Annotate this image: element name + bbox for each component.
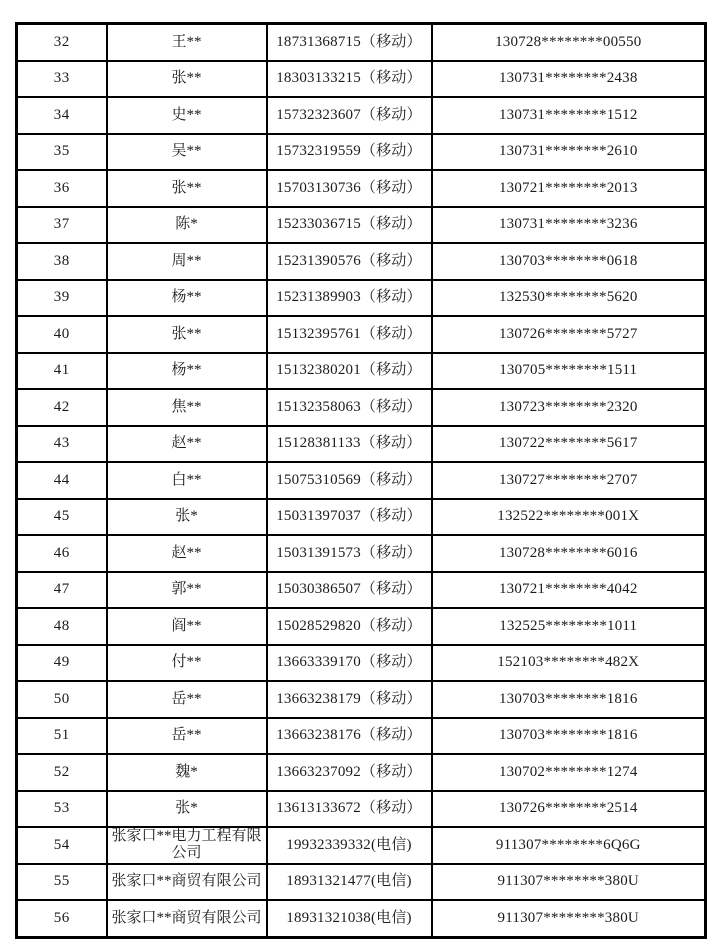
table-row [17, 243, 706, 280]
name-cell: 周** [107, 243, 267, 280]
id-number-cell: 130703********1816 [432, 681, 706, 718]
row-number-cell: 34 [17, 97, 107, 134]
id-number-cell: 130727********2707 [432, 462, 706, 499]
id-number-cell: 130721********2013 [432, 170, 706, 207]
phone-cell: 15031397037（移动） [267, 499, 432, 536]
table-row [17, 681, 706, 718]
name-cell: 杨** [107, 280, 267, 317]
masked-persons-table [15, 22, 707, 939]
name-cell: 岳** [107, 718, 267, 755]
name-cell: 张家口**商贸有限公司 [107, 864, 267, 901]
id-number-cell: 130731********2610 [432, 134, 706, 171]
name-cell: 赵** [107, 535, 267, 572]
name-cell: 张* [107, 499, 267, 536]
phone-cell: 15132380201（移动） [267, 353, 432, 390]
name-cell: 史** [107, 97, 267, 134]
name-cell: 吴** [107, 134, 267, 171]
id-number-cell: 130702********1274 [432, 754, 706, 791]
row-number-cell: 46 [17, 535, 107, 572]
table-row [17, 535, 706, 572]
id-number-cell: 132530********5620 [432, 280, 706, 317]
row-number-cell: 47 [17, 572, 107, 609]
table-row [17, 353, 706, 390]
row-number-cell: 39 [17, 280, 107, 317]
phone-cell: 15732319559（移动） [267, 134, 432, 171]
name-cell: 张家口**电力工程有限公司 [107, 827, 267, 864]
id-number-cell: 130721********4042 [432, 572, 706, 609]
phone-cell: 15030386507（移动） [267, 572, 432, 609]
phone-cell: 15075310569（移动） [267, 462, 432, 499]
phone-cell: 13663339170（移动） [267, 645, 432, 682]
name-cell: 张家口**商贸有限公司 [107, 900, 267, 937]
name-cell: 岳** [107, 681, 267, 718]
id-number-cell: 132525********1011 [432, 608, 706, 645]
name-cell: 付** [107, 645, 267, 682]
name-cell: 白** [107, 462, 267, 499]
id-number-cell: 130703********0618 [432, 243, 706, 280]
table-row [17, 134, 706, 171]
phone-cell: 13663237092（移动） [267, 754, 432, 791]
id-number-cell: 130726********5727 [432, 316, 706, 353]
table-row [17, 61, 706, 98]
table-row [17, 864, 706, 901]
phone-cell: 13613133672（移动） [267, 791, 432, 828]
table-row [17, 389, 706, 426]
phone-cell: 15703130736（移动） [267, 170, 432, 207]
name-cell: 阎** [107, 608, 267, 645]
id-number-cell: 130723********2320 [432, 389, 706, 426]
row-number-cell: 49 [17, 645, 107, 682]
row-number-cell: 41 [17, 353, 107, 390]
phone-cell: 15132358063（移动） [267, 389, 432, 426]
table-row [17, 572, 706, 609]
name-cell: 魏* [107, 754, 267, 791]
id-number-cell: 911307********380U [432, 900, 706, 937]
table-row [17, 608, 706, 645]
table-row [17, 791, 706, 828]
phone-cell: 18731368715（移动） [267, 24, 432, 61]
row-number-cell: 37 [17, 207, 107, 244]
row-number-cell: 48 [17, 608, 107, 645]
name-cell: 王** [107, 24, 267, 61]
phone-cell: 15233036715（移动） [267, 207, 432, 244]
id-number-cell: 130722********5617 [432, 426, 706, 463]
name-cell: 杨** [107, 353, 267, 390]
id-number-cell: 130728********00550 [432, 24, 706, 61]
row-number-cell: 42 [17, 389, 107, 426]
row-number-cell: 56 [17, 900, 107, 937]
row-number-cell: 36 [17, 170, 107, 207]
id-number-cell: 911307********380U [432, 864, 706, 901]
row-number-cell: 35 [17, 134, 107, 171]
id-number-cell: 130731********1512 [432, 97, 706, 134]
id-number-cell: 152103********482X [432, 645, 706, 682]
row-number-cell: 40 [17, 316, 107, 353]
row-number-cell: 38 [17, 243, 107, 280]
table-row [17, 754, 706, 791]
table-row [17, 280, 706, 317]
id-number-cell: 130705********1511 [432, 353, 706, 390]
id-number-cell: 130731********3236 [432, 207, 706, 244]
table-row [17, 718, 706, 755]
phone-cell: 15132395761（移动） [267, 316, 432, 353]
phone-cell: 15231390576（移动） [267, 243, 432, 280]
id-number-cell: 911307********6Q6G [432, 827, 706, 864]
row-number-cell: 32 [17, 24, 107, 61]
name-cell: 张** [107, 170, 267, 207]
table-row [17, 24, 706, 61]
phone-cell: 15128381133（移动） [267, 426, 432, 463]
id-number-cell: 132522********001X [432, 499, 706, 536]
phone-cell: 19932339332(电信) [267, 827, 432, 864]
table-row [17, 170, 706, 207]
table-row [17, 426, 706, 463]
table-row [17, 499, 706, 536]
phone-cell: 15031391573（移动） [267, 535, 432, 572]
row-number-cell: 55 [17, 864, 107, 901]
row-number-cell: 33 [17, 61, 107, 98]
row-number-cell: 51 [17, 718, 107, 755]
table-body [17, 24, 706, 938]
row-number-cell: 53 [17, 791, 107, 828]
table-row [17, 316, 706, 353]
id-number-cell: 130726********2514 [432, 791, 706, 828]
name-cell: 张** [107, 316, 267, 353]
id-number-cell: 130731********2438 [432, 61, 706, 98]
phone-cell: 15028529820（移动） [267, 608, 432, 645]
name-cell: 陈* [107, 207, 267, 244]
row-number-cell: 43 [17, 426, 107, 463]
phone-cell: 18931321038(电信) [267, 900, 432, 937]
row-number-cell: 45 [17, 499, 107, 536]
name-cell: 张** [107, 61, 267, 98]
table-row [17, 462, 706, 499]
table-row [17, 207, 706, 244]
phone-cell: 13663238176（移动） [267, 718, 432, 755]
table-row [17, 900, 706, 937]
phone-cell: 15231389903（移动） [267, 280, 432, 317]
row-number-cell: 44 [17, 462, 107, 499]
table-row [17, 827, 706, 864]
name-cell: 焦** [107, 389, 267, 426]
phone-cell: 15732323607（移动） [267, 97, 432, 134]
phone-cell: 18303133215（移动） [267, 61, 432, 98]
name-cell: 郭** [107, 572, 267, 609]
row-number-cell: 54 [17, 827, 107, 864]
phone-cell: 13663238179（移动） [267, 681, 432, 718]
table-row [17, 97, 706, 134]
row-number-cell: 52 [17, 754, 107, 791]
name-cell: 张* [107, 791, 267, 828]
id-number-cell: 130728********6016 [432, 535, 706, 572]
table-row [17, 645, 706, 682]
id-number-cell: 130703********1816 [432, 718, 706, 755]
name-cell: 赵** [107, 426, 267, 463]
row-number-cell: 50 [17, 681, 107, 718]
phone-cell: 18931321477(电信) [267, 864, 432, 901]
